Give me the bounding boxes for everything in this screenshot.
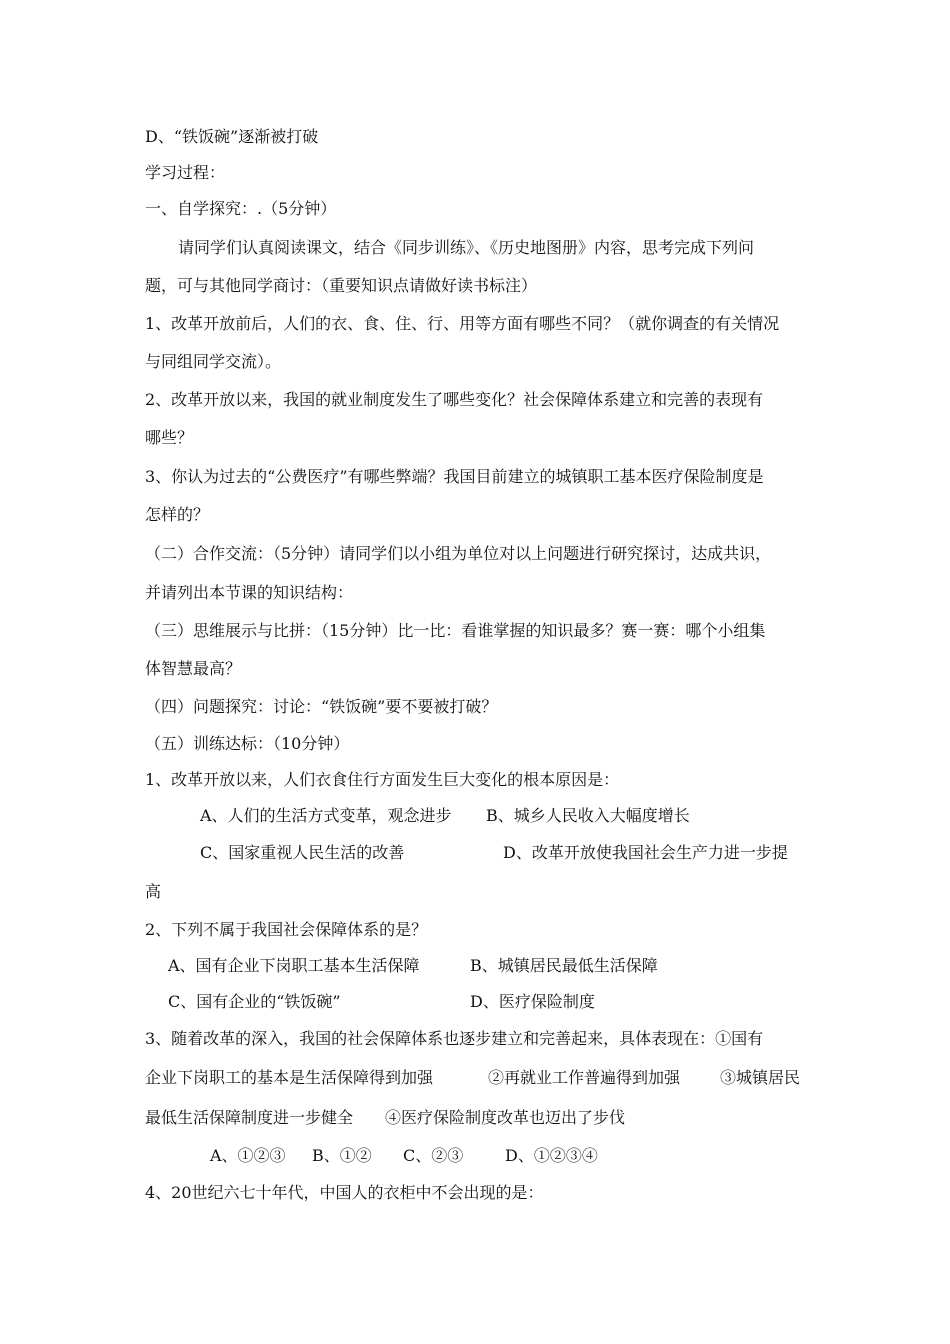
exercise-3-line-3b: ④医疗保险制度改革也迈出了步伐 bbox=[385, 1108, 626, 1127]
exercise-3-line-1: 3、随着改革的深入，我国的社会保障体系也逐步建立和完善起来，具体表现在：①国有 bbox=[145, 1029, 764, 1048]
question-1-line-1: 1、改革开放前后，人们的衣、食、住、行、用等方面有哪些不同？（就你调查的有关情况 bbox=[145, 314, 780, 333]
exercise-4-stem: 4、20世纪六七十年代，中国人的衣柜中不会出现的是： bbox=[145, 1183, 544, 1202]
instruction-line-2: 题，可与其他同学商讨：（重要知识点请做好读书标注） bbox=[145, 276, 538, 295]
option-d-line: D、“铁饭碗”逐渐被打破 bbox=[145, 127, 319, 146]
training-heading: （五）训练达标：（10分钟） bbox=[145, 734, 350, 753]
exercise-2-option-c: C、国有企业的“铁饭碗” bbox=[168, 992, 341, 1011]
question-3-line-2: 怎样的？ bbox=[145, 505, 210, 524]
exercise-3-line-3a: 最低生活保障制度进一步健全 bbox=[145, 1108, 354, 1127]
section-heading-process: 学习过程： bbox=[145, 163, 226, 182]
question-2-line-2: 哪些？ bbox=[145, 428, 194, 447]
exercise-1-option-c: C、国家重视人民生活的改善 bbox=[200, 843, 405, 862]
exercise-1-option-d-continued: 高 bbox=[145, 882, 162, 901]
exercise-3-option-c: C、②③ bbox=[403, 1146, 464, 1165]
exercise-2-option-d: D、医疗保险制度 bbox=[470, 992, 595, 1011]
exercise-3-line-2c: ③城镇居民 bbox=[720, 1068, 801, 1087]
exercise-1-option-a: A、人们的生活方式变革，观念进步 bbox=[200, 806, 452, 825]
exercise-1-option-d: D、改革开放使我国社会生产力进一步提 bbox=[503, 843, 788, 862]
exercise-2-option-a: A、国有企业下岗职工基本生活保障 bbox=[168, 956, 420, 975]
exercise-3-option-d: D、①②③④ bbox=[505, 1146, 598, 1165]
exercise-3-line-2a: 企业下岗职工的基本是生活保障得到加强 bbox=[145, 1068, 434, 1087]
exercise-3-option-b: B、①② bbox=[312, 1146, 372, 1165]
exercise-1-stem: 1、改革开放以来，人们衣食住行方面发生巨大变化的根本原因是： bbox=[145, 770, 620, 789]
cooperation-line-2: 并请列出本节课的知识结构： bbox=[145, 583, 354, 602]
question-3-line-1: 3、你认为过去的“公费医疗”有哪些弊端？我国目前建立的城镇职工基本医疗保险制度是 bbox=[145, 467, 764, 486]
question-1-line-2: 与同组同学交流）。 bbox=[145, 352, 282, 371]
exercise-2-stem: 2、下列不属于我国社会保障体系的是？ bbox=[145, 920, 428, 939]
exercise-3-option-a: A、①②③ bbox=[210, 1146, 286, 1165]
cooperation-line-1: （二）合作交流：（5分钟）请同学们以小组为单位对以上问题进行研究探讨，达成共识， bbox=[145, 544, 772, 563]
instruction-line-1: 请同学们认真阅读课文，结合《同步训练》、《历史地图册》内容，思考完成下列问 bbox=[178, 238, 755, 257]
exercise-2-option-b: B、城镇居民最低生活保障 bbox=[470, 956, 658, 975]
exercise-3-line-2b: ②再就业工作普遍得到加强 bbox=[488, 1068, 681, 1087]
display-line-2: 体智慧最高？ bbox=[145, 659, 242, 678]
display-line-1: （三）思维展示与比拼：（15分钟）比一比：看谁掌握的知识最多？赛一赛：哪个小组集 bbox=[145, 621, 766, 640]
question-2-line-1: 2、改革开放以来，我国的就业制度发生了哪些变化？社会保障体系建立和完善的表现有 bbox=[145, 390, 764, 409]
section-self-study: 一、自学探究：.（5分钟） bbox=[145, 199, 337, 218]
inquiry-line: （四）问题探究：讨论：“铁饭碗”要不要被打破？ bbox=[145, 697, 498, 716]
exercise-1-option-b: B、城乡人民收入大幅度增长 bbox=[486, 806, 690, 825]
